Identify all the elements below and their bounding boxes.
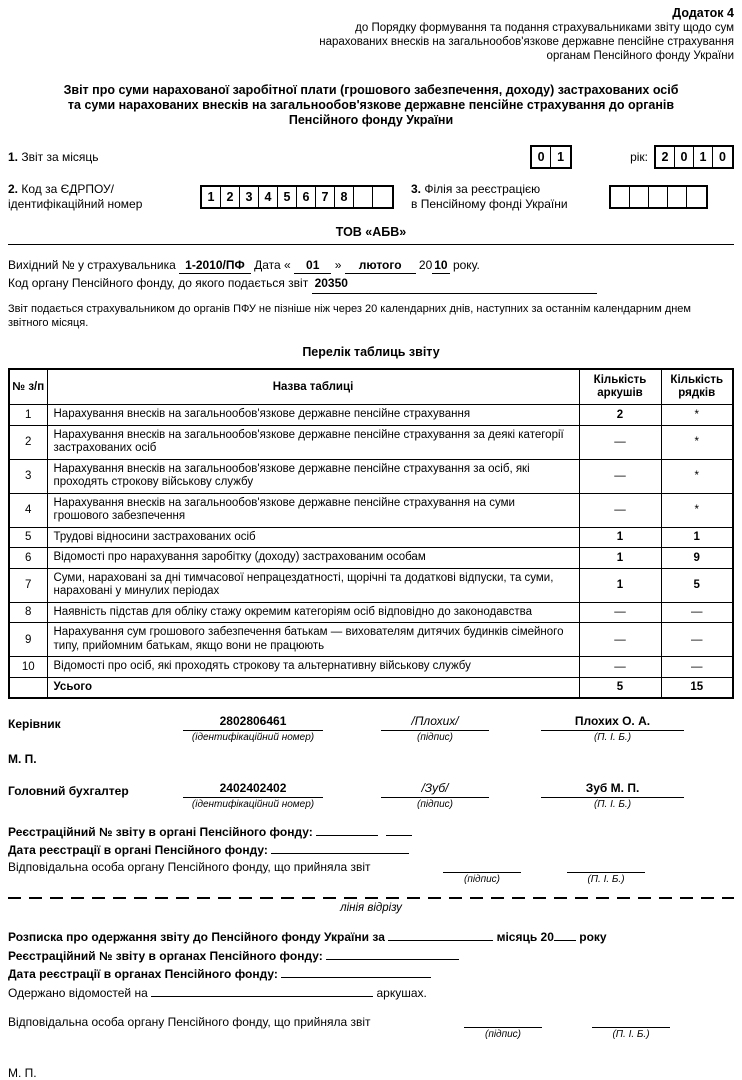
digit-cell: 0 [719,150,726,164]
fill-in-line [386,824,412,836]
row-sheets: — [579,459,661,493]
name-caption: (П. І. Б.) [587,874,625,885]
row-lines: * [661,493,733,527]
appendix-label: Додаток 4 [672,6,734,20]
outgoing-prefix: Вихідний № у страхувальника [8,258,176,272]
digit-cell [373,187,392,207]
year-digit-boxes [654,145,734,169]
name-caption: (П. І. Б.) [612,1029,650,1040]
sheets-received-prefix: Одержано відомостей на [8,985,148,1000]
month-year-row [8,145,734,169]
table-row [9,425,733,459]
receipt-registration-date-line [8,965,734,984]
row-sheets: — [579,623,661,657]
row-lines: * [661,405,733,426]
year-field-label: рік: [630,150,648,164]
digit-cell: 7 [316,187,335,207]
stamp-mark: М. П. [8,752,37,766]
field-label-text: Код за ЄДРПОУ/ [21,182,115,196]
digit-cell: 8 [335,187,354,207]
responsible-person-row [8,860,734,885]
row-number: 4 [9,493,47,527]
cut-line-label: лінія відрізу [340,902,402,914]
row-sheets: 2 [579,405,661,426]
outgoing-century: 20 [418,258,433,272]
row-lines: * [661,459,733,493]
accountant-id-column [183,781,323,810]
row-number: 7 [9,568,47,602]
row-sheets: — [579,493,661,527]
row-sheets: — [579,657,661,678]
outgoing-year-value: 10 [434,258,448,272]
receipt-registration-date-label: Дата реєстрації в органах Пенсійного фонду: [8,967,278,981]
accountant-signature-row [8,781,734,810]
outgoing-date-label: Дата « [254,258,291,272]
signature-caption: (підпис) [464,874,500,885]
digit-cell: 1 [202,187,221,207]
digit-cell [611,187,630,207]
registration-date-label: Дата реєстрації в органі Пенсійного фонду: [8,843,268,857]
receipt-registration-number-line [8,947,734,966]
outgoing-roku: року. [452,258,480,272]
row-name: Наявність підстав для обліку стажу окремим категоріям осіб відповідно до законодавства [47,602,579,623]
fill-in-line [326,948,459,960]
row-name: Трудові відносини застрахованих осіб [47,527,579,548]
outgoing-day-value: 01 [294,258,331,274]
row-number: 6 [9,548,47,569]
row-lines: 1 [661,527,733,548]
digit-cell: 6 [297,187,316,207]
table-row [9,602,733,623]
digit-cell [630,187,649,207]
pfu-code-value: 20350 [312,274,597,294]
table-row [9,657,733,678]
digit-cell: 4 [259,187,278,207]
organization-name: ТОВ «АБВ» [8,225,734,245]
edrpou-digit-boxes [200,185,394,209]
responsible-person-label: Відповідальна особа органу Пенсійного фонду, що прийняла звіт [8,860,371,874]
digit-cell [687,187,706,207]
row-number: 8 [9,602,47,623]
pfu-code-label: Код органу Пенсійного фонду, до якого подається звіт [8,276,309,290]
row-lines: — [661,623,733,657]
row-number: 9 [9,623,47,657]
row-number: 2 [9,425,47,459]
outgoing-number-value: 1-2010/ПФ [179,258,251,274]
table-row [9,548,733,569]
row-number: 3 [9,459,47,493]
column-header-sheets: Кількість аркушів [579,369,661,405]
table-row [9,493,733,527]
director-signature-value: /Плохих/ [381,714,489,731]
director-name-value: Плохих О. А. [541,714,684,731]
fill-in-line [151,985,373,997]
column-header-lines: Кількість рядків [661,369,733,405]
field-label-text: Звіт за місяць [21,150,99,164]
responsible-name-column [567,860,645,885]
row-name: Нарахування внесків на загальнообов'язкове державне пенсійне страхування за осіб, які проходять строкову військову службу [47,459,579,493]
total-num-cell [9,677,47,698]
accountant-signature-value: /Зуб/ [381,781,489,798]
row-sheets: 1 [579,568,661,602]
row-lines: 5 [661,568,733,602]
fill-in-line [443,860,521,873]
field-number: 1. [8,150,19,164]
table-row [9,405,733,426]
digit-cell: 1 [694,147,713,167]
responsible-signature-column [443,860,521,885]
row-sheets: — [579,425,661,459]
director-name-column [541,714,684,743]
field-label-text: Філія за реєстрацією [424,182,541,196]
table-total-row [9,677,733,698]
column-header-num: № з/п [9,369,47,405]
outgoing-number-block [8,256,734,294]
total-lines: 15 [661,677,733,698]
month-field-label [8,150,99,164]
digit-cell [354,187,373,207]
row-name: Нарахування внесків на загальнообов'язкове державне пенсійне страхування [47,405,579,426]
registration-number-line [8,823,734,841]
row-name: Суми, нараховані за дні тимчасової непрацездатності, щорічні та додаткові відпуски, та суми, нараховані у минулих періодах [47,568,579,602]
director-id-column [183,714,323,743]
fill-in-line [388,929,493,941]
pfu-code-line [8,274,734,294]
outgoing-number-line [8,256,734,274]
receipt-title-month: місяць 20 [496,930,554,944]
row-lines: — [661,657,733,678]
responsible-person-label: Відповідальна особа органу Пенсійного фонду, що прийняла звіт [8,1015,371,1029]
edrpou-field-label [8,182,198,212]
digit-cell: 0 [675,147,694,167]
deadline-note: Звіт подається страхувальником до органів ПФУ не пізніше ніж через 20 календарних днів, наступних за останнім календарним днем звітного місяця. [8,303,691,329]
appendix-note: до Порядку формування та подання страхувальниками звіту щодо сум нарахованих внесків на загальнообов'язкове державне пенсійне страхування органам Пенсійного фонду України [319,22,734,62]
fill-in-line [554,929,576,941]
fill-in-line [271,842,409,854]
row-number: 1 [9,405,47,426]
field-label-text: в Пенсійному фонді України [411,197,568,211]
cut-line [8,897,734,899]
registration-number-label: Реєстраційний № звіту в органі Пенсійного фонду: [8,825,313,839]
table-row [9,623,733,657]
name-caption: (П. І. Б.) [593,799,632,810]
digit-cell: 3 [240,187,259,207]
row-lines: 9 [661,548,733,569]
total-sheets: 5 [579,677,661,698]
director-signature-row [8,714,734,743]
row-name: Нарахування внесків на загальнообов'язкове державне пенсійне страхування за деякі категорії застрахованих осіб [47,425,579,459]
table-header-row [9,369,733,405]
receipt-title-suffix: року [579,930,607,944]
table-row [9,568,733,602]
digit-cell [668,187,687,207]
digit-cell [649,187,668,207]
sheets-received-suffix: аркушах. [376,985,427,1000]
registration-date-line [8,841,734,859]
edrpou-branch-row [8,182,734,212]
month-digit-boxes [530,145,572,169]
accountant-name-value: Зуб М. П. [541,781,684,798]
branch-field-label [411,182,568,212]
digit-cell: 0 [532,147,551,167]
registration-block [8,823,734,885]
row-name: Нарахування внесків на загальнообов'язкове державне пенсійне страхування на суми грошового забезпечення [47,493,579,527]
director-role-label: Керівник [8,717,61,731]
responsible-name-column [592,1015,670,1040]
accountant-role-label: Головний бухгалтер [8,784,129,798]
report-tables-table [8,368,734,699]
row-sheets: 1 [579,527,661,548]
digit-cell: 2 [656,147,675,167]
document-title: Звіт про суми нарахованої заробітної плати (грошового забезпечення, доходу) застрахованих осіб та суми нарахованих внесків на загальнообов'язкове державне пенсійне страхування до органів Пенсійного фонду України [63,83,679,127]
row-name: Відомості про нарахування заробітку (доходу) застрахованим особам [47,548,579,569]
row-lines: * [661,425,733,459]
table-row [9,459,733,493]
sheets-received-line [8,984,734,1003]
fill-in-line [464,1015,542,1028]
receipt-responsible-person-row [8,1015,734,1040]
column-header-name: Назва таблиці [47,369,579,405]
row-number: 10 [9,657,47,678]
table-row [9,527,733,548]
director-signature-column [381,714,489,743]
report-table-body [9,405,733,678]
receipt-block [8,928,734,1080]
total-label: Усього [47,677,579,698]
branch-digit-boxes [609,185,708,209]
quote-close: » [334,258,342,272]
receipt-title-prefix: Розписка про одержання звіту до Пенсійного фонду України за [8,930,385,944]
accountant-name-column [541,781,684,810]
responsible-signature-column [464,1015,542,1040]
row-number: 5 [9,527,47,548]
row-lines: — [661,602,733,623]
signature-caption: (підпис) [417,799,453,810]
row-sheets: — [579,602,661,623]
outgoing-month-value: лютого [345,258,416,274]
fill-in-line [567,860,645,873]
digit-cell: 1 [557,150,565,164]
row-sheets: 1 [579,548,661,569]
id-caption: (ідентифікаційний номер) [191,799,315,810]
fill-in-line [592,1015,670,1028]
receipt-registration-number-label: Реєстраційний № звіту в органах Пенсійного фонду: [8,948,323,963]
field-number: 2. [8,182,19,196]
fill-in-line [281,966,431,978]
tables-list-title: Перелік таблиць звіту [302,345,440,359]
field-label-text: ідентифікаційний номер [8,197,143,211]
id-caption: (ідентифікаційний номер) [191,732,315,743]
fill-in-line [316,824,378,836]
row-name: Відомості про осіб, які проходять строкову та альтернативну військову службу [47,657,579,678]
accountant-id-value: 2402402402 [183,781,323,798]
field-number: 3. [411,182,422,196]
director-id-value: 2802806461 [183,714,323,731]
appendix-header [8,6,734,63]
digit-cell: 5 [278,187,297,207]
accountant-signature-column [381,781,489,810]
name-caption: (П. І. Б.) [593,732,632,743]
digit-cell: 2 [221,187,240,207]
stamp-mark: М. П. [8,1066,37,1080]
signature-caption: (підпис) [417,732,453,743]
signature-caption: (підпис) [485,1029,521,1040]
receipt-title-line [8,928,734,947]
row-name: Нарахування сум грошового забезпечення батькам — вихователям дитячих будинків сімейного типу, прийомним батькам, якщо вони не працюють [47,623,579,657]
